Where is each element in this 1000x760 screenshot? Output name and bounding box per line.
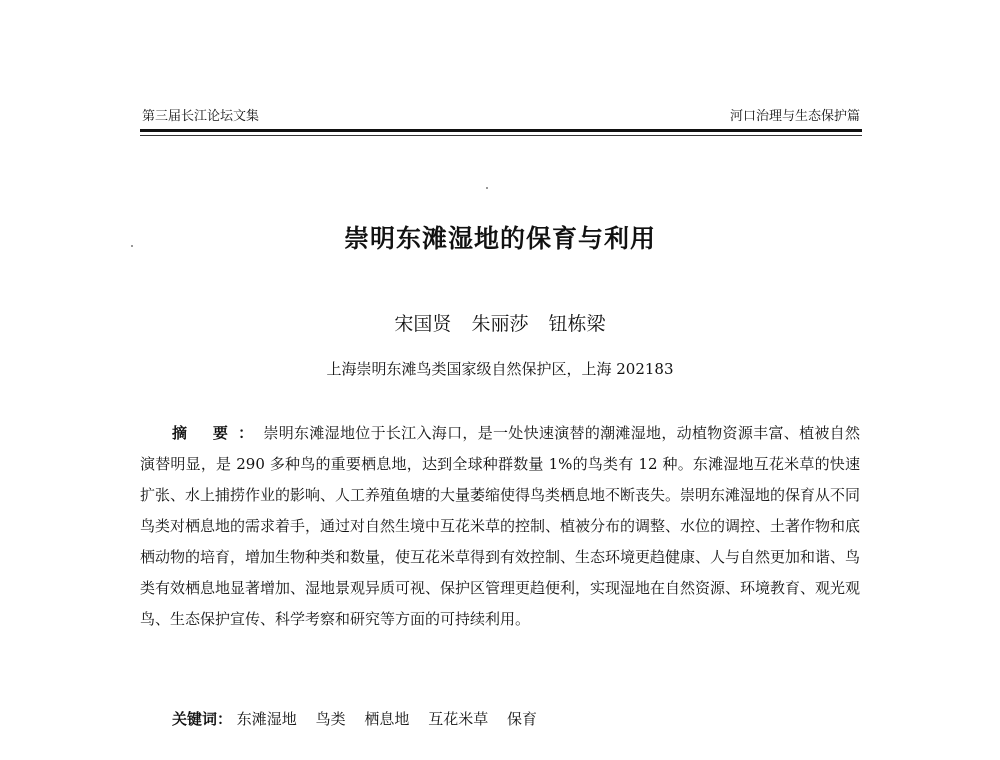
keyword: 鸟类: [315, 710, 346, 728]
article-title: 崇明东滩湿地的保育与利用: [343, 224, 656, 253]
abstract-text: 崇明东滩湿地位于长江入海口，是一处快速演替的潮滩湿地，动植物资源丰富、植被自然演替明显，是 290 多种鸟的重要栖息地，达到全球种群数量 1%的鸟类有 12 种。东滩湿地互花米草的快速扩张、水上捕捞作业的影响、人工养殖鱼塘的大量萎缩使得鸟类栖息地不断丧失。崇明东滩湿地的保育从不同鸟类对栖息地的需求着手，通过对自然生境中互花米草的控制、植被分布的调整、水位的调控、土著作物和底栖动物的培育，增加生物种类和数量，使互花米草得到有效控制、生态环境更趋健康、人与自然更加和谐、鸟类有效栖息地显著增加、湿地景观异质可视、保护区管理更趋便利，实现湿地在自然资源、环境教育、观光观鸟、生态保护宣传、科学考察和研究等方面的可持续利用。: [140, 424, 861, 628]
keyword: 保育: [506, 710, 537, 728]
author-list: [0, 310, 1000, 338]
header-rule-thick: [140, 129, 862, 132]
keyword: 互花米草: [428, 710, 489, 728]
author-name: 宋国贤: [394, 313, 452, 335]
scan-speck: [486, 187, 488, 189]
keywords-line: [172, 705, 551, 733]
abstract-paragraph: [140, 418, 860, 635]
header-collection-title: 第三届长江论坛文集: [142, 109, 260, 124]
keywords-label: 关键词：: [172, 710, 233, 728]
running-header: [140, 106, 860, 128]
keyword: 东滩湿地: [236, 710, 297, 728]
keyword: 栖息地: [364, 710, 410, 728]
header-rule-thin: [140, 135, 862, 136]
abstract-label: 摘 要：: [172, 424, 264, 442]
author-name: 钮栋梁: [548, 313, 606, 335]
author-affiliation: 上海崇明东滩鸟类国家级自然保护区，上海 202183: [326, 360, 674, 378]
author-name: 朱丽莎: [471, 313, 529, 335]
header-section-title: 河口治理与生态保护篇: [729, 109, 860, 124]
